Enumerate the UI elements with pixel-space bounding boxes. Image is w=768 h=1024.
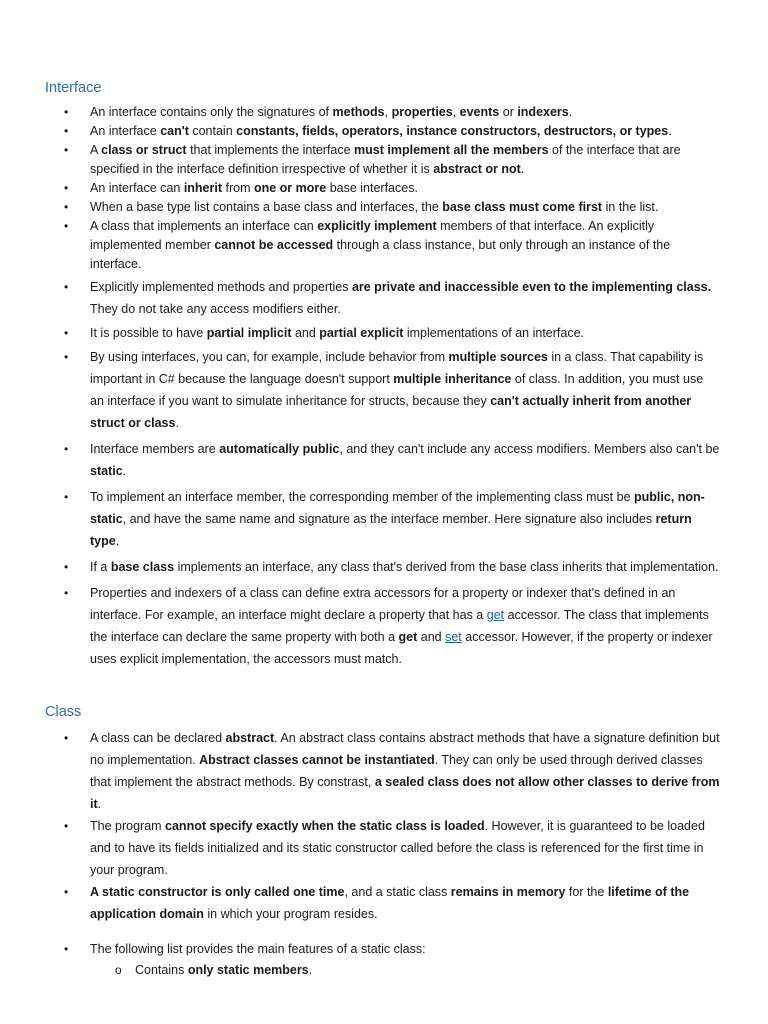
interface-list — [0, 103, 768, 670]
body-text: or — [499, 105, 518, 119]
body-text: To implement an interface member, the corresponding member of the implementing class must be — [90, 490, 635, 504]
body-text: accessor. However, if the property or indexer uses explicit implementation, the accessors must match. — [90, 630, 713, 666]
body-text: A — [90, 143, 102, 157]
bold-text: methods — [332, 105, 385, 119]
interface-heading: Interface — [45, 80, 102, 96]
body-text: and — [291, 326, 320, 340]
bullet-icon: • — [64, 490, 69, 504]
body-text: An interface — [90, 124, 161, 138]
body-text: implements an interface, any class that's derived from the base class inherits that implementation. — [174, 560, 719, 574]
bold-text: are private and inaccessible even to the implementing class. — [351, 280, 712, 294]
interface-list-item — [0, 103, 768, 122]
bullet-icon: • — [64, 200, 69, 214]
bold-text: remains in memory — [450, 885, 566, 899]
body-text: of class. In addition, you must use an interface if you want to simulate inheritance for structs, because they — [90, 372, 704, 408]
bold-text: abstract or not — [433, 162, 521, 176]
body-text: A class can be declared — [90, 731, 226, 745]
body-text: . However, it is guaranteed to be loaded and to have its fields initialized and its static constructor called before the class is referenced for the first time in your program. — [90, 819, 705, 877]
bold-text: automatically public — [219, 442, 340, 456]
bold-text: static — [90, 464, 123, 478]
body-text: . — [520, 162, 525, 176]
doc-link[interactable]: set — [445, 630, 462, 644]
bold-text: cannot be accessed — [214, 238, 334, 252]
sub-list-item — [90, 960, 720, 980]
class-list — [0, 727, 768, 980]
body-text: . — [308, 963, 313, 977]
body-text: The program — [90, 819, 166, 833]
bold-text: can't — [160, 124, 189, 138]
body-text: in the list. — [602, 200, 659, 214]
body-text: An interface contains only the signatures of — [90, 105, 333, 119]
bold-text: get — [398, 630, 418, 644]
body-text: accessor. The class that implements the interface can declare the same property with both a — [90, 608, 709, 644]
body-text: implementations of an interface. — [403, 326, 585, 340]
body-text: An interface can — [90, 181, 184, 195]
bold-text: abstract — [225, 731, 275, 745]
interface-list-item — [0, 582, 768, 670]
bullet-icon: • — [64, 819, 69, 833]
static-class-features-list — [90, 960, 720, 980]
bold-text: class or struct — [101, 143, 187, 157]
bold-text: partial implicit — [206, 326, 292, 340]
body-text: . An abstract class contains abstract methods that have a signature definition but no implementation. — [90, 731, 720, 767]
bullet-icon: • — [64, 219, 69, 233]
bold-text: must implement all the members — [354, 143, 549, 157]
body-text: for the — [565, 885, 608, 899]
bullet-icon: • — [64, 143, 69, 157]
bullet-icon: • — [64, 124, 69, 138]
doc-link[interactable]: get — [486, 608, 505, 622]
body-text: . — [175, 416, 179, 430]
body-text: Interface members are — [90, 442, 220, 456]
bullet-icon: • — [64, 885, 69, 899]
bold-text: A static constructor is only called one time — [90, 885, 345, 899]
interface-list-item — [0, 346, 768, 434]
bullet-icon: • — [64, 350, 69, 364]
body-text: from — [222, 181, 254, 195]
body-text: , — [384, 105, 392, 119]
bold-text: events — [459, 105, 500, 119]
bullet-icon: • — [64, 280, 69, 294]
bold-text: inherit — [183, 181, 223, 195]
bold-text: Abstract classes cannot be instantiated — [199, 753, 435, 767]
body-text: and — [417, 630, 446, 644]
body-text: contain — [188, 124, 237, 138]
bold-text: return type — [90, 512, 692, 548]
body-text: . — [122, 464, 127, 478]
interface-list-item — [0, 198, 768, 217]
body-text: through a class instance, but only through an instance of the interface. — [90, 238, 671, 271]
body-text: . — [568, 105, 573, 119]
body-text: base interfaces. — [326, 181, 418, 195]
bold-text: can't actually inherit from another struct or class — [90, 394, 692, 430]
body-text: Explicitly implemented methods and properties — [90, 280, 352, 294]
bullet-icon: • — [64, 560, 69, 574]
body-text: , and a static class — [344, 885, 451, 899]
bold-text: multiple inheritance — [393, 372, 512, 386]
interface-list-item — [0, 322, 768, 344]
circle-bullet-icon: o — [115, 963, 122, 977]
bold-text: a sealed class does not allow other classes to derive from it — [90, 775, 720, 811]
class-heading: Class — [45, 704, 82, 720]
body-text: When a base type list contains a base class and interfaces, the — [90, 200, 443, 214]
body-text: of the interface that are specified in the interface definition irrespective of whether it is — [90, 143, 681, 176]
body-text: , and have the same name and signature as the interface member. Here signature also includes — [122, 512, 656, 526]
bold-text: indexers — [517, 105, 569, 119]
interface-list-item — [0, 438, 768, 482]
bold-text: one or more — [253, 181, 327, 195]
bold-text: only static members — [187, 963, 309, 977]
bullet-icon: • — [64, 442, 69, 456]
body-text: A class that implements an interface can — [90, 219, 318, 233]
interface-list-item — [0, 122, 768, 141]
class-list-item — [0, 815, 768, 881]
bullet-icon: • — [64, 942, 69, 956]
bold-text: base class — [110, 560, 175, 574]
bold-text: multiple sources — [448, 350, 548, 364]
bold-text: partial explicit — [319, 326, 404, 340]
body-text: Contains — [135, 963, 188, 977]
body-text: They do not take any access modifiers either. — [90, 302, 341, 316]
interface-list-item — [0, 556, 768, 578]
bullet-icon: • — [64, 181, 69, 195]
interface-list-item — [0, 217, 768, 274]
interface-list-item — [0, 486, 768, 552]
body-text: , and they can't include any access modifiers. Members also can't be — [339, 442, 720, 456]
body-text: in which your program resides. — [203, 907, 378, 921]
body-text: , — [452, 105, 460, 119]
bullet-icon: • — [64, 731, 69, 745]
body-text: . They can only be used through derived classes that implement the abstract methods. By constrast, — [90, 753, 703, 789]
bold-text: cannot specify exactly when the static class is loaded — [165, 819, 485, 833]
body-text: that implements the interface — [186, 143, 355, 157]
body-text: . — [115, 534, 120, 548]
interface-list-item — [0, 179, 768, 198]
bold-text: public, non-static — [90, 490, 705, 526]
body-text: Properties and indexers of a class can define extra accessors for a property or indexer that's defined in an interface. For example, an interface might declare a property that has a — [90, 586, 676, 622]
body-text: It is possible to have — [90, 326, 207, 340]
class-list-item — [0, 727, 768, 815]
bullet-icon: • — [64, 326, 69, 340]
bullet-icon: • — [64, 586, 69, 600]
bold-text: constants, fields, operators, instance constructors, destructors, or types — [236, 124, 669, 138]
bold-text: explicitly implement — [317, 219, 437, 233]
body-text: in a class. That capability is important in C# because the language doesn't support — [90, 350, 704, 386]
class-list-item — [0, 938, 768, 980]
interface-list-item — [0, 141, 768, 179]
body-text: The following list provides the main features of a static class: — [90, 942, 426, 956]
body-text: . — [668, 124, 672, 138]
class-list-item — [0, 881, 768, 925]
interface-list-item — [0, 276, 768, 320]
bullet-icon: • — [64, 105, 69, 119]
bold-text: base class must come first — [442, 200, 603, 214]
bold-text: lifetime of the application domain — [90, 885, 690, 921]
body-text: By using interfaces, you can, for example, include behavior from — [90, 350, 449, 364]
body-text: If a — [90, 560, 111, 574]
bold-text: properties — [391, 105, 453, 119]
body-text: . — [97, 797, 102, 811]
body-text: members of that interface. An explicitly implemented member — [90, 219, 655, 252]
